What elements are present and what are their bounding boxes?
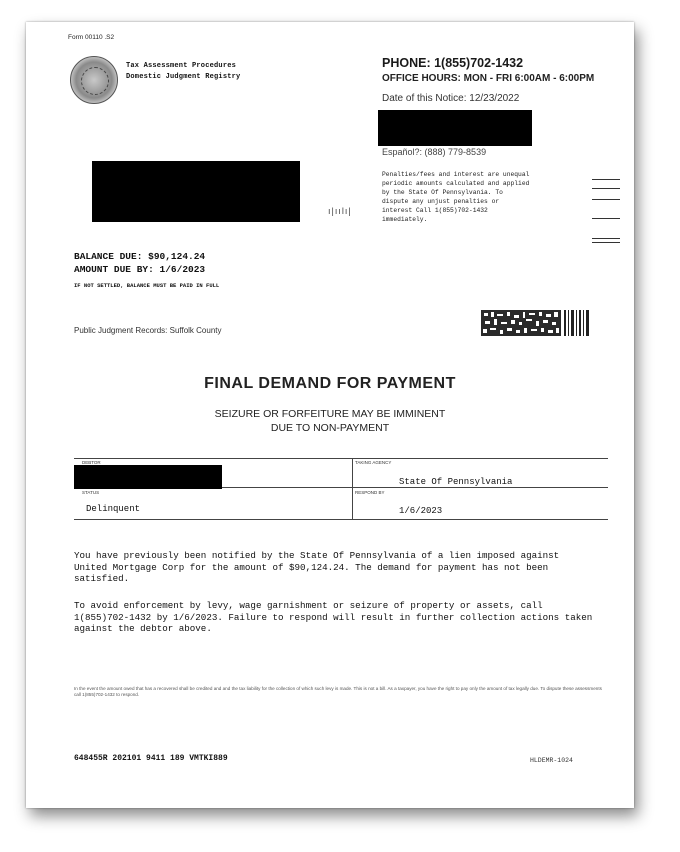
not-settled-note: IF NOT SETTLED, BALANCE MUST BE PAID IN FULL — [74, 282, 220, 289]
postal-barcode-marks: ı|ıılı| — [328, 206, 352, 216]
seal-icon — [70, 56, 118, 104]
phone-number: PHONE: 1(855)702-1432 — [382, 56, 524, 70]
office-hours: OFFICE HOURS: MON - FRI 6:00AM - 6:00PM — [382, 73, 595, 84]
page-title: FINAL DEMAND FOR PAYMENT — [204, 375, 456, 392]
tick-mark — [592, 179, 620, 180]
balance-due: BALANCE DUE: $90,124.24 — [74, 251, 206, 262]
amount-due-by: AMOUNT DUE BY: 1/6/2023 — [74, 264, 206, 275]
penalty-note: Penalties/fees and interest are unequal periodic amounts calculated and applied by the State Of Pennsylvania. To dispute any unjust penalties or interest Call 1(855)702-1432 immediately. — [382, 171, 530, 223]
redacted-address — [92, 161, 300, 222]
subtitle-line1: SEIZURE OR FORFEITURE MAY BE IMMINENT — [214, 408, 446, 420]
tick-mark — [592, 188, 620, 189]
lien-paragraph: You have previously been notified by the State Of Pennsylvania of a lien imposed against United Mortgage Corp for the amount of $90,124.24. The demand for payment has not been satisfied. — [74, 550, 560, 584]
tick-mark — [592, 199, 620, 200]
barcode-icon — [481, 310, 591, 336]
respond-by-value: 1/6/2023 — [399, 506, 443, 516]
subtitle-line2: DUE TO NON-PAYMENT — [270, 422, 390, 434]
notice-date: Date of this Notice: 12/23/2022 — [382, 93, 520, 104]
public-records-label: Public Judgment Records: Suffolk County — [74, 326, 222, 335]
form-code: HLDEMR-1024 — [530, 757, 573, 764]
enforcement-paragraph: To avoid enforcement by levy, wage garnishment or seizure of property or assets, call 1(855)702-1432 by 1/6/2023. Failure to respond will result in further collection actions taken against the debtor above. — [74, 600, 593, 634]
org-name-line1: Tax Assessment Procedures — [126, 62, 237, 70]
org-name-line2: Domestic Judgment Registry — [126, 73, 241, 81]
redaction-block — [378, 110, 532, 146]
taking-agency-label: TAKING AGENCY — [355, 460, 392, 465]
status-label: STATUS — [82, 490, 100, 495]
status-value: Delinquent — [86, 504, 141, 514]
document-code: 648455R 202101 9411 189 VMTKI889 — [74, 754, 228, 763]
form-id: Form 00110 .S2 — [68, 34, 115, 41]
redacted-debtor — [74, 465, 222, 489]
taking-agency-value: State Of Pennsylvania — [399, 477, 513, 487]
debtor-label: DEBTOR — [82, 460, 101, 465]
respond-by-label: RESPOND BY — [355, 490, 385, 495]
tick-mark — [592, 218, 620, 219]
notice-page — [26, 22, 634, 808]
tick-mark — [592, 238, 620, 239]
espanol-phone: Español?: (888) 779-8539 — [382, 147, 487, 157]
tick-mark — [592, 242, 620, 243]
fine-print: In the event the amount owed that has a recovered shall be credited and and the tax liability for the collection of which such levy is made. This is not a bill. As a taxpayer, you have the right to pay only the amount of tax legally due. To dispute these assessments call 1(855)702-1432 to respond. — [74, 686, 602, 697]
